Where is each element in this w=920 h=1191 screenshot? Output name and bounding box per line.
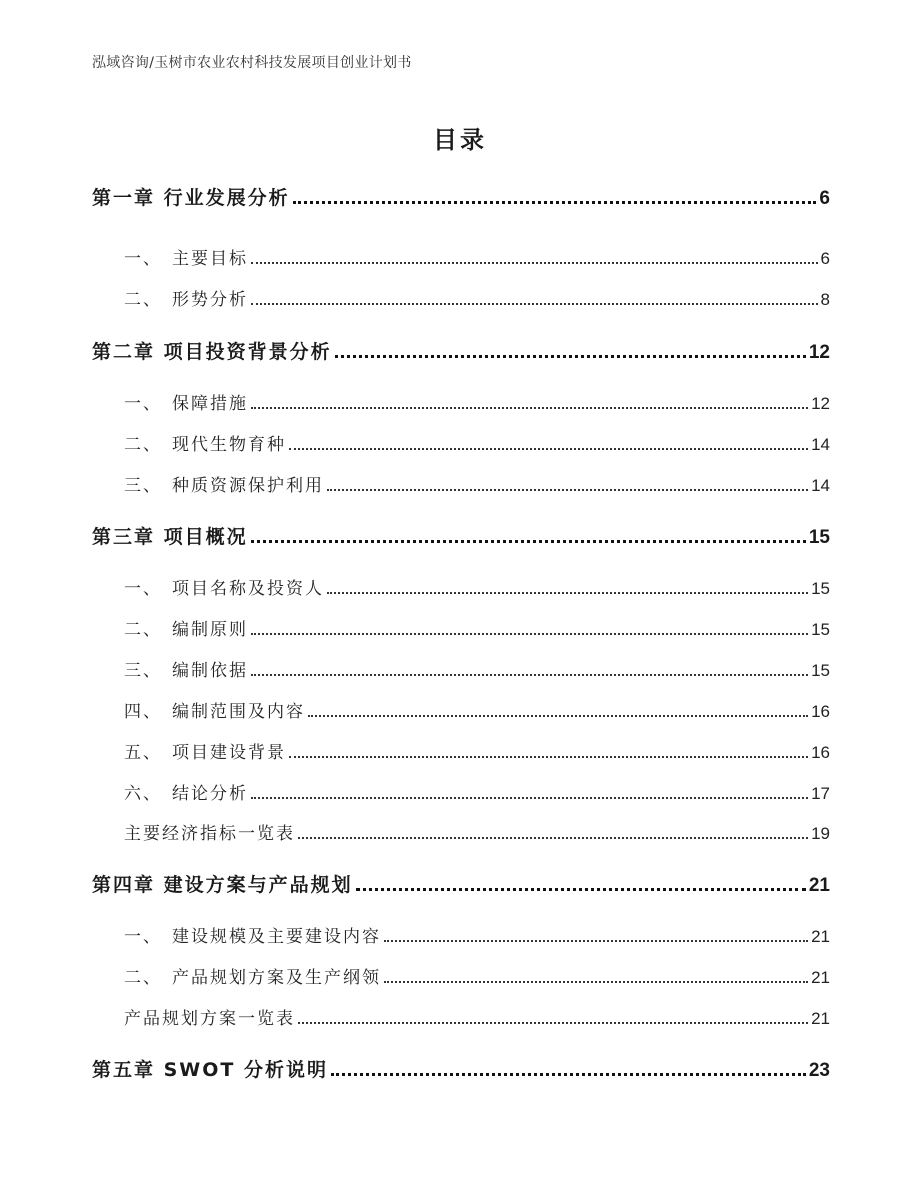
toc-entry-title: 第二章 项目投资背景分析 — [92, 341, 332, 363]
toc-entry-number: 五、 — [124, 743, 162, 763]
dot-leader — [298, 837, 808, 839]
toc-section-entry[interactable] — [124, 472, 830, 496]
toc-entry-number: 四、 — [124, 702, 162, 722]
toc-section-entry[interactable] — [124, 780, 830, 804]
dot-leader — [251, 540, 806, 543]
dot-leader — [298, 1022, 808, 1024]
dot-leader — [331, 1073, 806, 1076]
toc-section-entry[interactable] — [124, 390, 830, 414]
toc-section-entry[interactable] — [124, 820, 830, 844]
dot-leader — [251, 633, 808, 635]
toc-entry-number: 二、 — [124, 290, 162, 310]
toc-entry-title: 主要经济指标一览表 — [124, 824, 295, 844]
toc-entry-number: 六、 — [124, 784, 162, 804]
toc-page-number: 14 — [811, 476, 830, 495]
toc-entry-number: 三、 — [124, 476, 162, 496]
toc-page-number: 21 — [811, 1009, 830, 1028]
toc-entry-title: 主要目标 — [172, 249, 248, 269]
toc-entry-number: 三、 — [124, 661, 162, 681]
toc-entry-title: 现代生物育种 — [172, 435, 286, 455]
toc-chapter-entry[interactable] — [92, 338, 830, 364]
toc-chapter-entry[interactable] — [92, 184, 830, 210]
toc-page-number: 16 — [811, 702, 830, 721]
toc-page-number: 15 — [811, 620, 830, 639]
toc-chapter-entry[interactable] — [92, 871, 830, 897]
toc-page-number: 15 — [811, 579, 830, 598]
dot-leader — [289, 448, 808, 450]
toc-chapter-entry[interactable] — [92, 523, 830, 549]
toc-page-number: 23 — [808, 1060, 830, 1081]
dot-leader — [327, 592, 808, 594]
toc-page-number: 6 — [819, 188, 830, 209]
dot-leader — [327, 489, 808, 491]
dot-leader — [356, 888, 806, 891]
toc-page-number: 21 — [811, 968, 830, 987]
dot-leader — [293, 201, 817, 204]
toc-entry-number: 一、 — [124, 579, 162, 599]
toc-page-number: 19 — [811, 824, 830, 843]
toc-entry-title: 种质资源保护利用 — [172, 476, 324, 496]
toc-entry-title: 结论分析 — [172, 784, 248, 804]
toc-entry-title: 产品规划方案及生产纲领 — [172, 968, 381, 988]
toc-section-entry[interactable] — [124, 657, 830, 681]
dot-leader — [289, 756, 808, 758]
toc-title: 目录 — [433, 126, 487, 154]
toc-page-number: 12 — [811, 394, 830, 413]
toc-entry-number: 二、 — [124, 968, 162, 988]
toc-page-number: 21 — [808, 875, 830, 896]
dot-leader — [308, 715, 808, 717]
toc-entry-title: 第五章 SWOT 分析说明 — [92, 1059, 328, 1081]
toc-entry-title: 编制范围及内容 — [172, 702, 305, 722]
toc-entry-number: 一、 — [124, 927, 162, 947]
toc-entry-title: 形势分析 — [172, 290, 248, 310]
toc-entry-title: 保障措施 — [172, 394, 248, 414]
toc-section-entry[interactable] — [124, 245, 830, 269]
toc-section-entry[interactable] — [124, 739, 830, 763]
toc-chapter-entry[interactable] — [92, 1056, 830, 1082]
toc-entry-title: 项目名称及投资人 — [172, 579, 324, 599]
toc-entry-title: 项目建设背景 — [172, 743, 286, 763]
toc-section-entry[interactable] — [124, 698, 830, 722]
dot-leader — [251, 407, 808, 409]
page-header: 泓域咨询/玉树市农业农村科技发展项目创业计划书 — [92, 55, 412, 71]
dot-leader — [384, 940, 808, 942]
toc-entry-title: 第一章 行业发展分析 — [92, 187, 290, 209]
toc-entry-number: 一、 — [124, 249, 162, 269]
toc-page-number: 12 — [808, 342, 830, 363]
toc-entry-number: 一、 — [124, 394, 162, 414]
toc-page-number: 21 — [811, 927, 830, 946]
dot-leader — [384, 981, 808, 983]
toc-section-entry[interactable] — [124, 616, 830, 640]
toc-section-entry[interactable] — [124, 431, 830, 455]
toc-section-entry[interactable] — [124, 286, 830, 310]
toc-section-entry[interactable] — [124, 1005, 830, 1029]
toc-page-number: 6 — [820, 249, 830, 268]
toc-page-number: 17 — [811, 784, 830, 803]
toc-section-entry[interactable] — [124, 923, 830, 947]
toc-entry-number: 二、 — [124, 435, 162, 455]
toc-page-number: 16 — [811, 743, 830, 762]
toc-entry-title: 第四章 建设方案与产品规划 — [92, 874, 353, 896]
toc-entry-title: 产品规划方案一览表 — [124, 1009, 295, 1029]
toc-entry-title: 第三章 项目概况 — [92, 526, 248, 548]
toc-entry-number: 二、 — [124, 620, 162, 640]
toc-entry-title: 建设规模及主要建设内容 — [172, 927, 381, 947]
toc-page-number: 8 — [820, 290, 830, 309]
dot-leader — [335, 355, 806, 358]
toc-entry-title: 编制依据 — [172, 661, 248, 681]
toc-section-entry[interactable] — [124, 964, 830, 988]
dot-leader — [251, 797, 808, 799]
toc-page-number: 14 — [811, 435, 830, 454]
toc-page-number: 15 — [811, 661, 830, 680]
toc-section-entry[interactable] — [124, 575, 830, 599]
toc-page-number: 15 — [808, 527, 830, 548]
dot-leader — [251, 262, 818, 264]
dot-leader — [251, 674, 808, 676]
toc-entry-title: 编制原则 — [172, 620, 248, 640]
dot-leader — [251, 303, 818, 305]
